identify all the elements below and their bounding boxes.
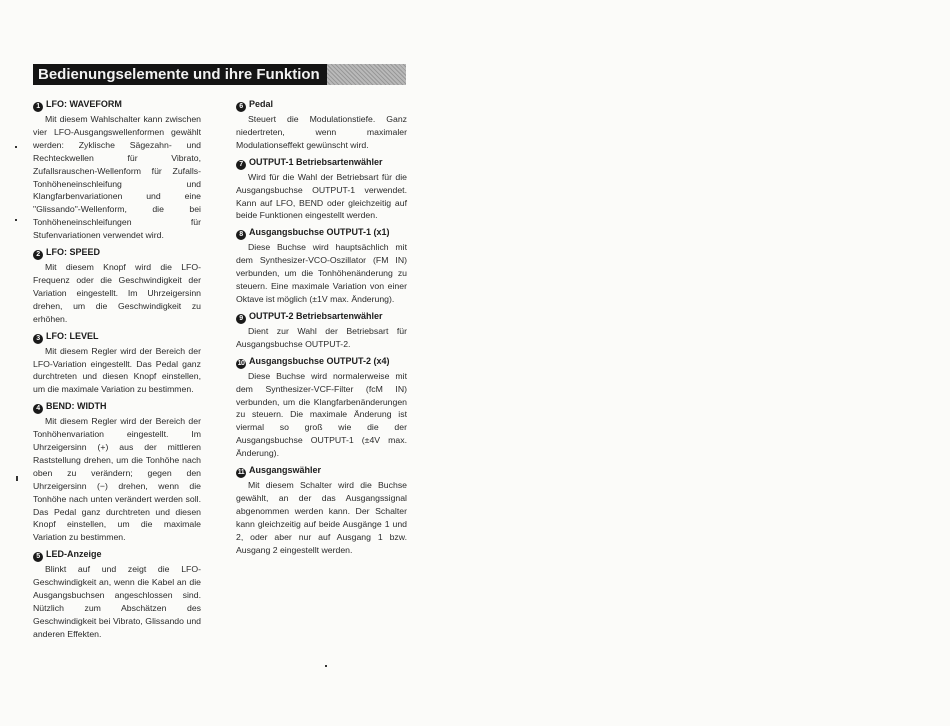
section-text: Diese Buchse wird hauptsächlich mit dem Synthesizer-VCO-Oszillator (FM IN) verbunden, um die Tonhöhenänderung zu steuern. Eine maximale Variation von einer Oktave ist möglich (±1V max. Änderung). [236,242,407,304]
scan-speck [325,665,327,667]
section-title: OUTPUT-1 Betriebsartenwähler [249,156,383,167]
number-badge-icon: 3 [33,334,43,344]
section-heading [33,98,201,112]
section-heading [236,156,407,170]
section-output2-selector [236,310,407,351]
left-column [33,98,201,645]
section-heading [236,310,407,324]
scan-speck [16,476,18,481]
section-text: Mit diesem Regler wird der Bereich der Tonhöhenvariation eingestellt. Im Uhrzeigersinn (+) aus der mittleren Raststellung drehen, um die Tonhöhe nach oben zu verändern; gegen den Uhrzeigersinn (−) drehen, wenn die Tonhöhe nach unten verändert werden soll. Das Pedal ganz durchtreten und diesen Knopf einstellen, um die maximale Variation zu bestimmen. [33,416,201,543]
scan-speck [15,146,17,148]
section-text: Diese Buchse wird normalerweise mit dem Synthesizer-VCF-Filter (fcM IN) verbunden, um die Klangfarbenänderungen zu steuern. Die maximale Änderung ist viermal so groß wie die der Ausgangsbuchse OUTPUT-1 (±4V max. Änderung). [236,370,407,459]
section-heading [33,400,201,414]
number-badge-icon: 4 [33,404,43,414]
section-text: Wird für die Wahl der Betriebsart für die Ausgangsbuchse OUTPUT-1 verwendet. Kann auf LFO, BEND oder gleichzeitig auf beide Funktionen eingestellt werden. [236,171,407,221]
section-led-anzeige [33,548,201,640]
section-output1-selector [236,156,407,223]
page-title: Bedienungselemente und ihre Funktion [33,64,327,85]
section-title: Pedal [249,99,274,109]
section-text: Mit diesem Knopf wird die LFO-Frequenz oder die Geschwindigkeit der Variation eingestellt. Im Uhrzeigersinn drehen, um die Geschwindigkeit zu erhöhen. [33,262,201,324]
section-output-selector [236,464,407,556]
section-lfo-waveform [33,98,201,242]
heading-banner [33,64,406,85]
section-text: Blinkt auf und zeigt die LFO-Geschwindigkeit an, wenn die Kabel an die Ausgangsbuchsen angeschlossen sind. Nützlich zum Abschätzen des Geschwindigkeit bei Vibrato, Glissando und anderen Effekten. [33,564,201,639]
number-badge-icon: 1 [33,102,43,112]
section-title: Ausgangswähler [249,465,322,476]
number-badge-icon: 2 [33,250,43,260]
section-text: Mit diesem Regler wird der Bereich der LFO-Variation eingestellt. Das Pedal ganz durchtreten und diesen Knopf einstellen, um die maximale Variation zu bestimmen. [33,345,201,395]
section-title: Ausgangsbuchse OUTPUT-2 (x4) [249,355,390,366]
number-badge-icon: 11 [237,469,245,477]
right-column [236,98,407,560]
section-pedal [236,98,407,152]
number-badge-icon: 5 [33,552,43,562]
number-badge-icon: 8 [236,230,246,240]
number-badge-icon: 9 [236,314,246,324]
section-lfo-speed [33,246,201,326]
section-title: LFO: SPEED [46,247,101,258]
number-badge-icon: 10 [237,359,245,367]
section-output2-jack [236,355,407,460]
section-title: LFO: WAVEFORM [46,99,122,109]
section-heading [236,226,407,240]
section-lfo-level [33,330,201,397]
section-heading [33,548,201,562]
section-output1-jack [236,226,407,306]
scan-speck [15,219,17,221]
section-text: Dient zur Wahl der Betriebsart für Ausgangsbuchse OUTPUT-2. [236,325,407,349]
section-title: BEND: WIDTH [46,401,107,412]
section-bend-width [33,400,201,544]
section-title: LFO: LEVEL [46,330,99,341]
section-title: Ausgangsbuchse OUTPUT-1 (x1) [249,227,390,238]
section-title: OUTPUT-2 Betriebsartenwähler [249,310,383,321]
section-heading [236,355,407,369]
section-text: Steuert die Modulationstiefe. Ganz niedertreten, wenn maximaler Modulationseffekt gewünscht wird. [236,114,407,150]
section-title: LED-Anzeige [46,549,102,560]
section-text: Mit diesem Schalter wird die Buchse gewählt, an der das Ausgangssignal abgenommen werden kann. Der Schalter kann gleichzeitig auf beide Ausgänge 1 und 2, oder aber nur auf Ausgang 1 bzw. Ausgang 2 eingestellt werden. [236,480,407,555]
section-text: Mit diesem Wahlschalter kann zwischen vier LFO-Ausgangswellenformen gewählt werden: Zyklische Sägezahn- und Rechteckwellen für Vibrato, Zufallsrauschen-Wellenform für Zufalls-Tonhöheneinschleifung und Klangfarbenvariationen und eine "Glissando"-Wellenform, die bei Tonhöheneinschleifungen für Stufenvariationen verwendet wird. [33,114,201,241]
section-heading [236,98,407,112]
section-heading [33,246,201,260]
section-heading [236,464,407,478]
section-heading [33,330,201,344]
number-badge-icon: 6 [236,102,246,112]
number-badge-icon: 7 [236,160,246,170]
